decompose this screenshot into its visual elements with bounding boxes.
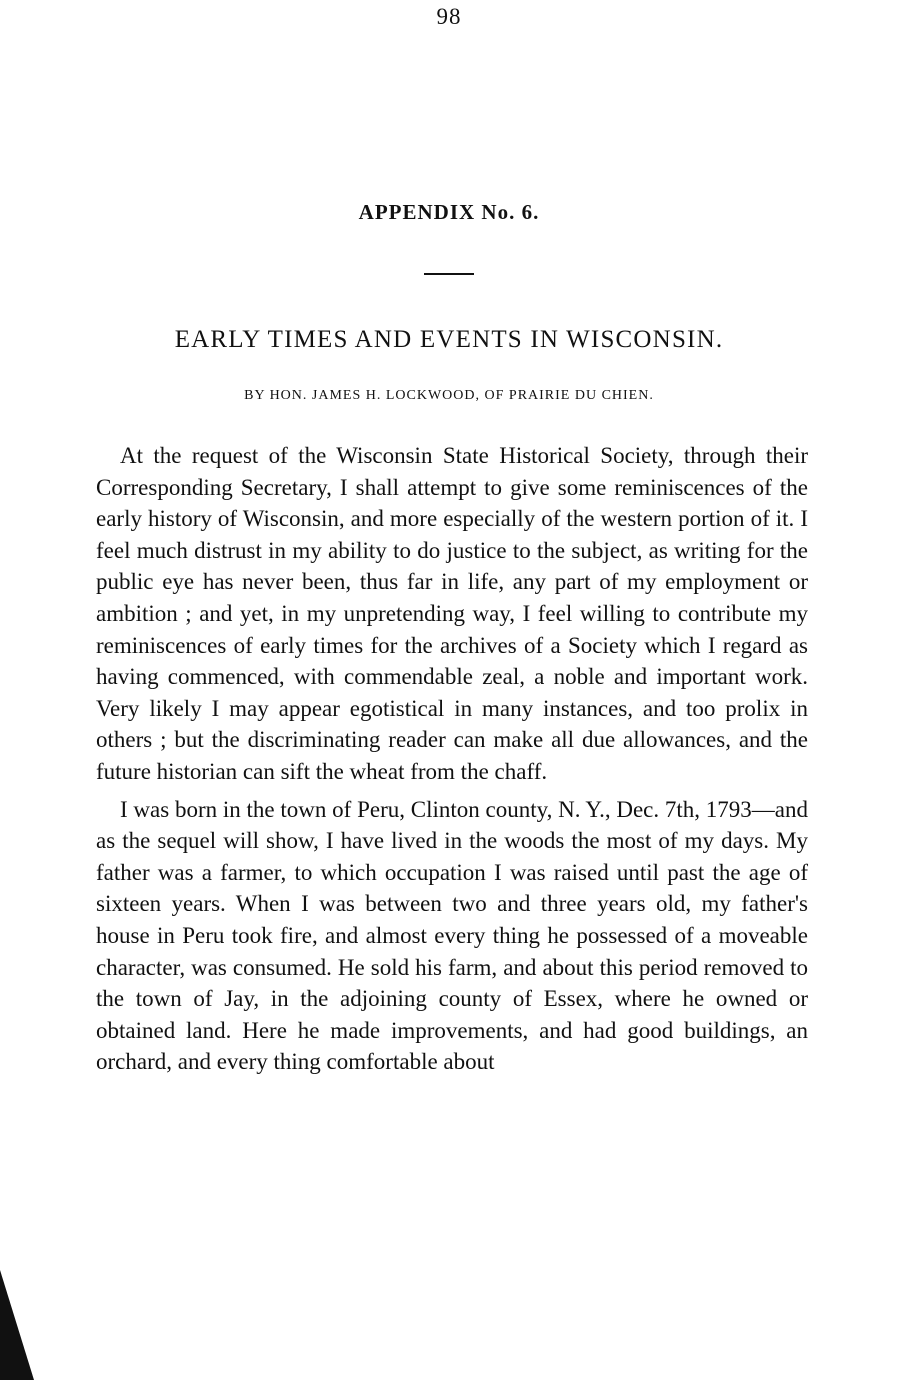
page-edge-shadow xyxy=(0,1270,34,1380)
appendix-heading: APPENDIX No. 6. xyxy=(358,200,540,224)
section-divider xyxy=(424,273,474,275)
author-byline: BY HON. JAMES H. LOCKWOOD, OF PRAIRIE DU CHIEN. xyxy=(244,388,654,403)
paragraph-2: I was born in the town of Peru, Clinton county, N. Y., Dec. 7th, 1793—and as the sequel will show, I have lived in the woods the most of my days. My father was a farmer, to which occupation I was raised until past the age of sixteen years. When I was between two and three years old, my father's house in Peru took fire, and almost every thing he possessed of a moveable character, was consumed. He sold his farm, and about this period removed to the town of Jay, in the adjoining county of Essex, where he owned or obtained land. Here he made improvements, and had good buildings, an orchard, and every thing comfortable about xyxy=(96,796,808,1075)
article-body xyxy=(96,440,808,1078)
page-number: 98 xyxy=(436,4,462,29)
paragraph-1: At the request of the Wisconsin State Historical Society, through their Corresponding Secretary, I shall attempt to give some reminiscences of the early history of Wisconsin, and more especially of the western portion of it. I feel much distrust in my ability to do justice to the subject, as writing for the public eye has never been, thus far in life, any part of my employment or ambition ; and yet, in my unpretending way, I feel willing to contribute my reminiscences of early times for the archives of a Society which I regard as having commenced, with commendable zeal, a noble and important work. Very likely I may appear egotistical in many instances, and too prolix in others ; but the discriminating reader can make all due allowances, and the future historian can sift the wheat from the chaff. xyxy=(96,443,808,784)
article-title: EARLY TIMES AND EVENTS IN WISCONSIN. xyxy=(174,326,724,353)
